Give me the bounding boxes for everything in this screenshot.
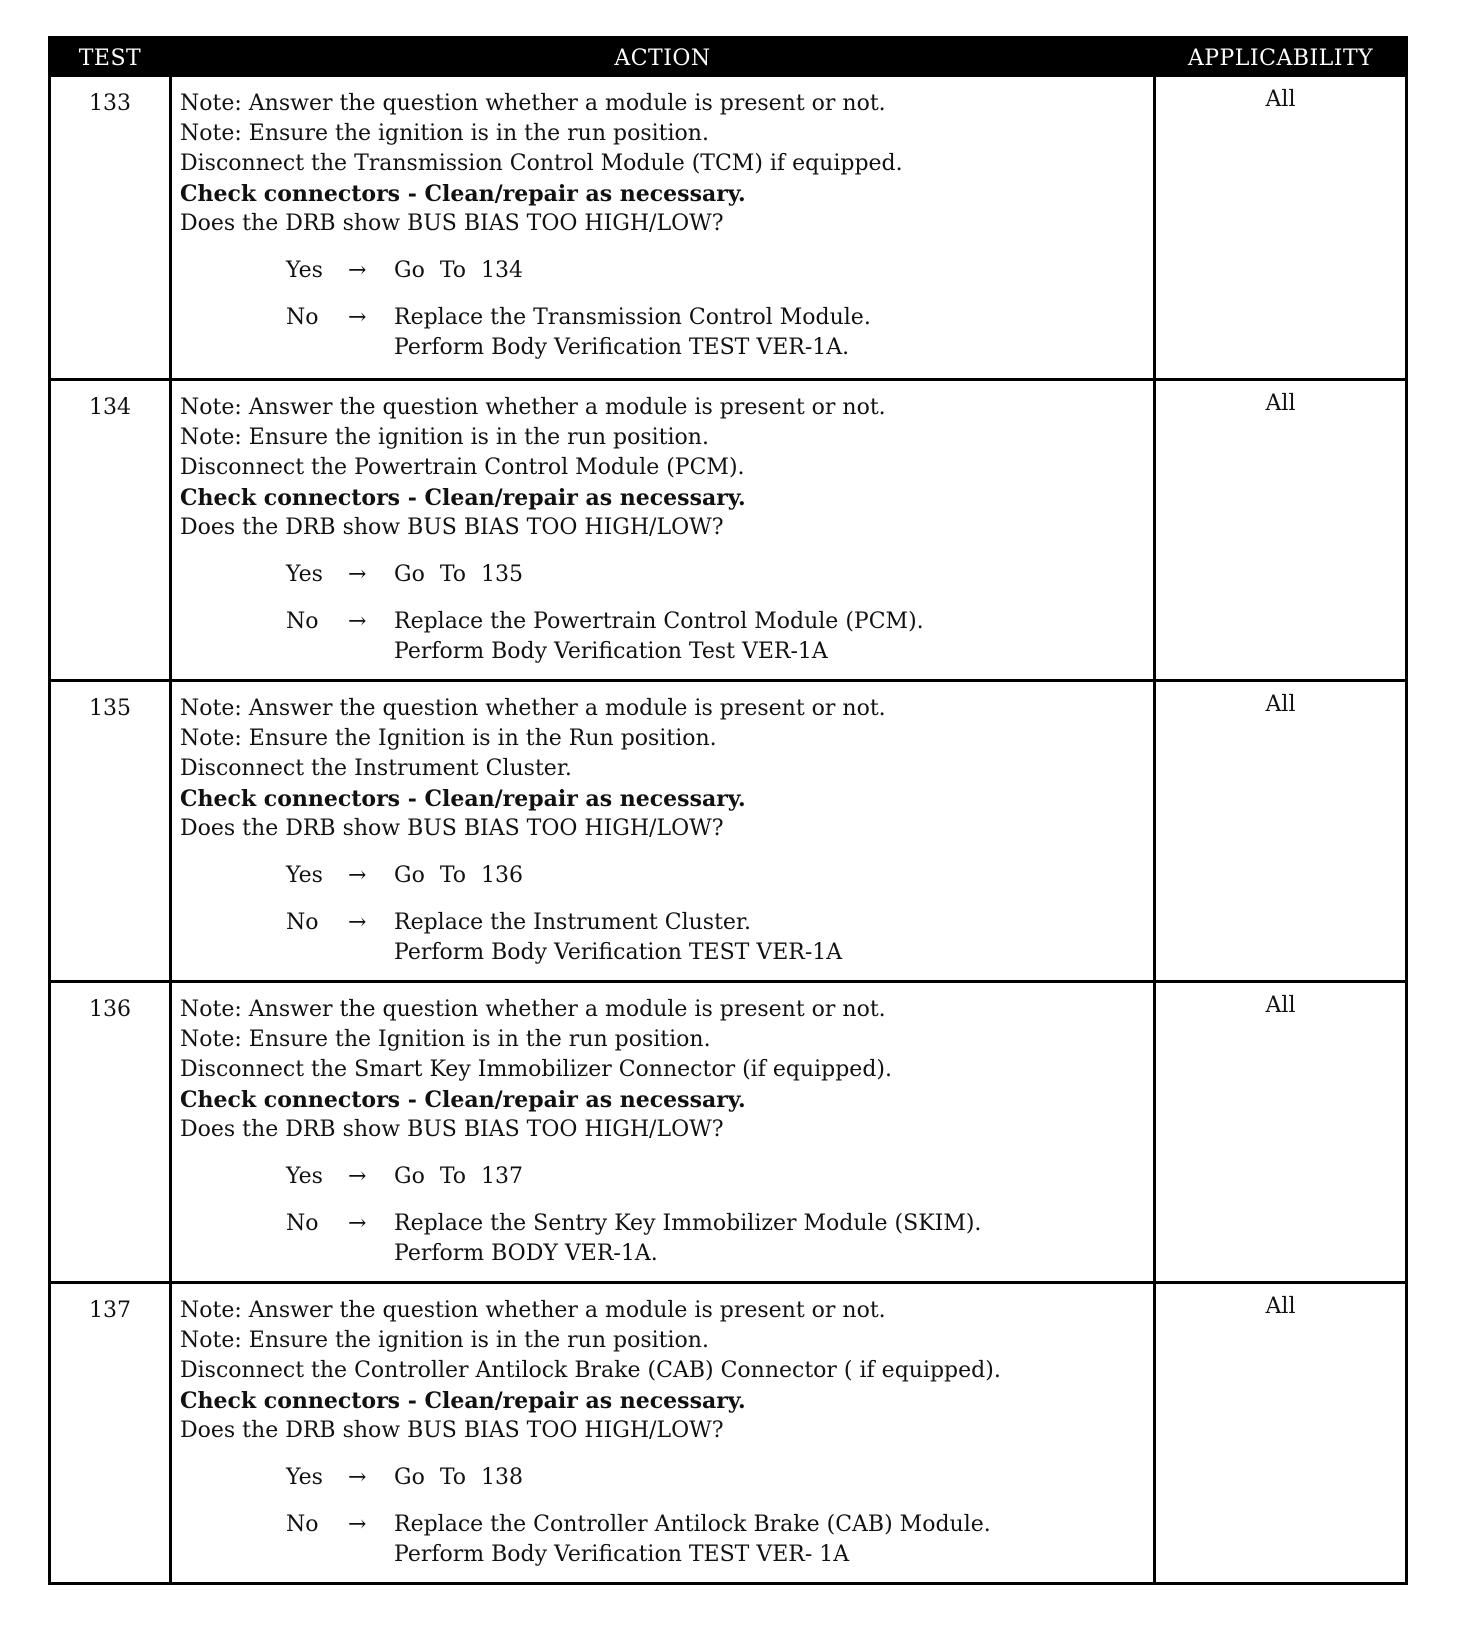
applicability-value: All [1153,682,1405,980]
applicability-value: All [1153,381,1405,679]
arrow-right-icon: → [348,609,367,634]
arrow-right-icon: → [348,1512,367,1537]
no-action-line-2: Perform Body Verification TEST VER-1A. [394,335,850,360]
no-action-line-2: Perform Body Verification Test VER-1A [394,639,828,664]
no-label: No [286,1512,319,1537]
arrow-right-icon: → [348,1465,367,1490]
no-label: No [286,910,319,935]
yes-action: Go To 137 [394,1164,524,1189]
arrow-right-icon: → [348,305,367,330]
no-action-line-1: Replace the Transmission Control Module. [394,305,871,330]
action-line: Does the DRB show BUS BIAS TOO HIGH/LOW? [180,1117,724,1142]
no-branch [286,607,1153,667]
yes-action: Go To 138 [394,1465,524,1490]
action-line: Disconnect the Smart Key Immobilizer Connector (if equipped). [180,1057,892,1082]
applicability-value: All [1153,77,1405,378]
no-label: No [286,305,319,330]
action-line: Disconnect the Instrument Cluster. [180,756,572,781]
action-cell [169,682,1153,980]
no-action-line-2: Perform BODY VER-1A. [394,1241,658,1266]
no-action [394,908,842,968]
arrow-right-icon: → [348,258,367,283]
applicability-value: All [1153,1284,1405,1582]
table-body [51,77,1405,1582]
table-header [51,39,1405,77]
yes-branch [286,256,1153,286]
no-action-line-2: Perform Body Verification TEST VER- 1A [394,1542,850,1567]
table-row [51,980,1405,1281]
no-action-line-1: Replace the Powertrain Control Module (PCM). [394,609,924,634]
table-row [51,679,1405,980]
answer-block [286,256,1153,363]
no-label: No [286,609,319,634]
action-instruction-bold: Check connectors - Clean/repair as necessary. [180,1087,746,1113]
header-action: ACTION [169,39,1153,77]
diagnostic-test-table [48,36,1408,1585]
no-action [394,1209,981,1269]
yes-label: Yes [286,562,323,587]
action-line: Disconnect the Powertrain Control Module (PCM). [180,455,745,480]
action-cell [169,77,1153,378]
no-action [394,303,871,363]
answer-block [286,1162,1153,1269]
no-action-line-1: Replace the Sentry Key Immobilizer Module (SKIM). [394,1211,982,1236]
yes-action: Go To 135 [394,562,524,587]
arrow-right-icon: → [348,562,367,587]
yes-action: Go To 136 [394,863,524,888]
action-line: Does the DRB show BUS BIAS TOO HIGH/LOW? [180,816,724,841]
action-instruction-bold: Check connectors - Clean/repair as necessary. [180,786,746,812]
no-branch [286,908,1153,968]
answer-block [286,861,1153,968]
action-line: Note: Answer the question whether a module is present or not. [180,997,886,1022]
applicability-value: All [1153,983,1405,1281]
no-action [394,1510,991,1570]
yes-branch [286,1162,1153,1192]
action-instruction-bold: Check connectors - Clean/repair as necessary. [180,485,746,511]
arrow-right-icon: → [348,863,367,888]
action-line: Disconnect the Transmission Control Module (TCM) if equipped. [180,151,903,176]
no-action-line-2: Perform Body Verification TEST VER-1A [394,940,843,965]
arrow-right-icon: → [348,1164,367,1189]
no-action [394,607,924,667]
test-number: 135 [89,696,131,721]
arrow-right-icon: → [348,1211,367,1236]
yes-label: Yes [286,1164,323,1189]
action-line: Disconnect the Controller Antilock Brake (CAB) Connector ( if equipped). [180,1358,1001,1383]
action-instruction-bold: Check connectors - Clean/repair as necessary. [180,181,746,207]
no-label: No [286,1211,319,1236]
action-line: Does the DRB show BUS BIAS TOO HIGH/LOW? [180,1418,724,1443]
answer-block [286,560,1153,667]
yes-action: Go To 134 [394,258,524,283]
action-cell [169,381,1153,679]
no-branch [286,1209,1153,1269]
test-number: 136 [89,997,131,1022]
no-branch [286,1510,1153,1570]
yes-branch [286,861,1153,891]
action-line: Note: Answer the question whether a module is present or not. [180,696,886,721]
header-test: TEST [78,45,142,71]
yes-branch [286,1463,1153,1493]
test-number: 137 [89,1298,131,1323]
yes-label: Yes [286,258,323,283]
yes-label: Yes [286,1465,323,1490]
action-line: Note: Answer the question whether a module is present or not. [180,395,886,420]
yes-label: Yes [286,863,323,888]
table-row [51,378,1405,679]
action-line: Does the DRB show BUS BIAS TOO HIGH/LOW? [180,211,724,236]
no-branch [286,303,1153,363]
answer-block [286,1463,1153,1570]
test-number: 134 [89,395,131,420]
action-cell [169,1284,1153,1582]
action-line: Note: Ensure the ignition is in the run position. [180,425,709,450]
arrow-right-icon: → [348,910,367,935]
header-applicability: APPLICABILITY [1153,39,1405,77]
action-line: Note: Ensure the ignition is in the run position. [180,121,709,146]
action-line: Note: Ensure the ignition is in the run position. [180,1328,709,1353]
action-line: Note: Ensure the Ignition is in the run position. [180,1027,711,1052]
action-cell [169,983,1153,1281]
no-action-line-1: Replace the Instrument Cluster. [394,910,752,935]
action-instruction-bold: Check connectors - Clean/repair as necessary. [180,1388,746,1414]
table-row [51,1281,1405,1582]
test-number: 133 [89,91,131,116]
no-action-line-1: Replace the Controller Antilock Brake (CAB) Module. [394,1512,991,1537]
table-row [51,77,1405,378]
action-line: Note: Answer the question whether a module is present or not. [180,91,886,116]
yes-branch [286,560,1153,590]
action-line: Note: Answer the question whether a module is present or not. [180,1298,886,1323]
action-line: Does the DRB show BUS BIAS TOO HIGH/LOW? [180,515,724,540]
action-line: Note: Ensure the Ignition is in the Run position. [180,726,717,751]
